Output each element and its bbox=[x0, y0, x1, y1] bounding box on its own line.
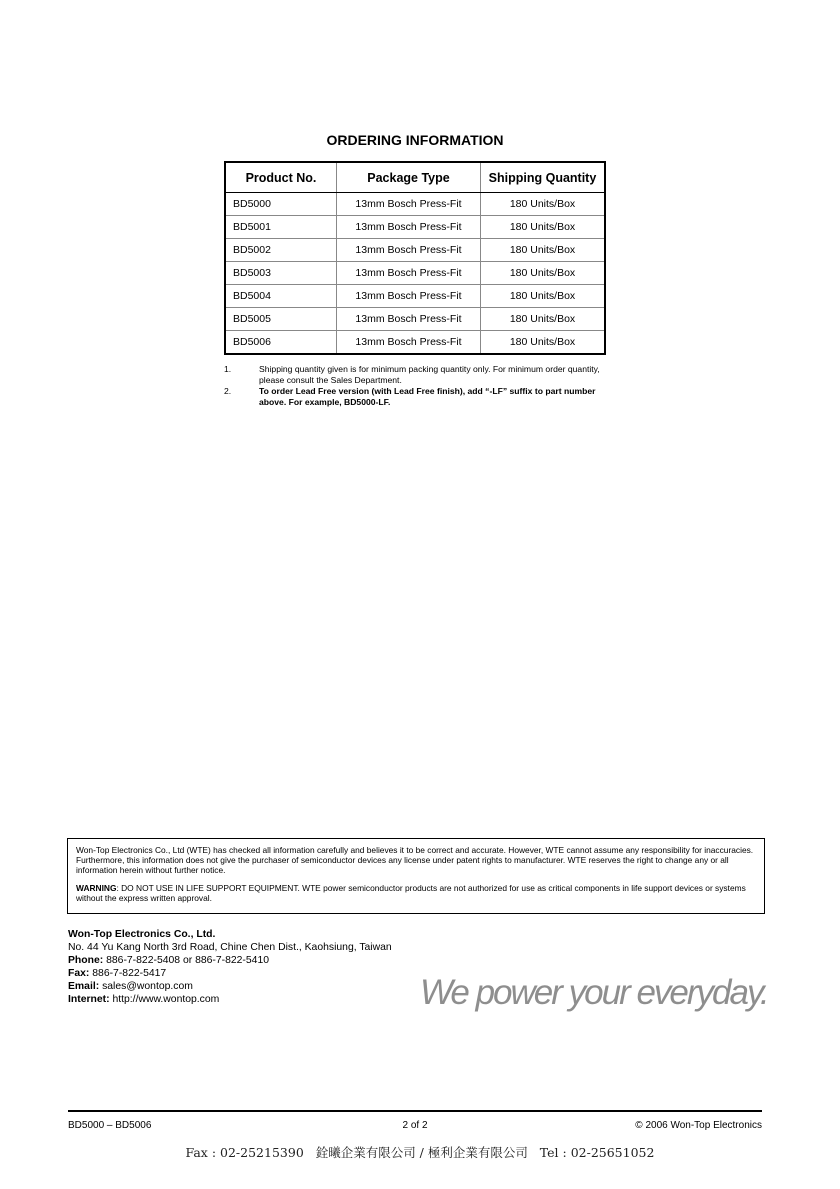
cell-product: BD5000 bbox=[225, 193, 337, 216]
cell-quantity: 180 Units/Box bbox=[481, 285, 606, 308]
cell-package: 13mm Bosch Press-Fit bbox=[337, 216, 481, 239]
cell-package: 13mm Bosch Press-Fit bbox=[337, 285, 481, 308]
cell-quantity: 180 Units/Box bbox=[481, 308, 606, 331]
internet-label: Internet: bbox=[68, 994, 110, 1005]
ordering-table bbox=[224, 161, 606, 355]
note-2 bbox=[224, 386, 614, 408]
table-row bbox=[225, 193, 605, 216]
table-row bbox=[225, 285, 605, 308]
table-row bbox=[225, 331, 605, 355]
cell-quantity: 180 Units/Box bbox=[509, 336, 576, 348]
company-name: Won-Top Electronics Co., Ltd. bbox=[68, 929, 216, 940]
note-number: 1. bbox=[224, 364, 232, 374]
email-value[interactable]: sales@wontop.com bbox=[99, 981, 193, 992]
cell-quantity: 180 Units/Box bbox=[481, 239, 606, 262]
cell-product: BD5004 bbox=[225, 285, 337, 308]
note-text: Shipping quantity given is for minimum packing quantity only. For minimum order quantity, please consult the Sales Department. bbox=[259, 364, 600, 385]
column-header-quantity: Shipping Quantity bbox=[481, 162, 606, 193]
warning-body: : DO NOT USE IN LIFE SUPPORT EQUIPMENT. WTE power semiconductor products are not authorized for use as critical components in life support devices or systems without the express written approval. bbox=[76, 883, 746, 903]
column-header-package: Package Type bbox=[337, 162, 481, 193]
cell-package: 13mm Bosch Press-Fit bbox=[337, 262, 481, 285]
cell-product: BD5005 bbox=[225, 308, 337, 331]
disclaimer-box bbox=[67, 838, 765, 914]
warning-label: WARNING bbox=[76, 883, 117, 893]
cell-product: BD5003 bbox=[225, 262, 337, 285]
cell-product: BD5002 bbox=[225, 239, 337, 262]
cell-product: BD5001 bbox=[225, 216, 337, 239]
table-header-row bbox=[225, 162, 605, 193]
table-row bbox=[225, 308, 605, 331]
footer-page-number: 2 of 2 bbox=[402, 1120, 428, 1131]
table-row bbox=[225, 262, 605, 285]
internet-value[interactable]: http://www.wontop.com bbox=[109, 994, 220, 1005]
slogan-logo: We power your everyday. bbox=[420, 973, 768, 1012]
phone-value: 886-7-822-5408 or 886-7-822-5410 bbox=[103, 955, 270, 966]
fax-label: Fax: bbox=[68, 968, 90, 979]
footer-divider bbox=[68, 1110, 762, 1112]
cell-package: 13mm Bosch Press-Fit bbox=[337, 193, 481, 216]
cell-quantity: 180 Units/Box bbox=[481, 193, 606, 216]
email-label: Email: bbox=[68, 981, 100, 992]
cell-package: 13mm Bosch Press-Fit bbox=[337, 331, 481, 355]
company-address: No. 44 Yu Kang North 3rd Road, Chine Chen Dist., Kaohsiung, Taiwan bbox=[68, 942, 392, 953]
warning-text bbox=[76, 883, 756, 903]
cell-quantity: 180 Units/Box bbox=[481, 216, 606, 239]
note-text: To order Lead Free version (with Lead Free finish), add “-LF” suffix to part number above. For example, BD5000-LF. bbox=[259, 386, 596, 407]
table-row bbox=[225, 216, 605, 239]
footer-copyright: © 2006 Won-Top Electronics bbox=[635, 1120, 762, 1131]
cell-quantity: 180 Units/Box bbox=[481, 262, 606, 285]
company-info bbox=[68, 928, 392, 1006]
note-number: 2. bbox=[224, 386, 232, 396]
note-1 bbox=[224, 364, 614, 386]
fax-header-line: Fax : 02-25215390 銓曦企業有限公司 / 極利企業有限公司 Tel : 02-25651052 bbox=[185, 1145, 655, 1160]
fax-value: 886-7-822-5417 bbox=[89, 968, 167, 979]
cell-package: 13mm Bosch Press-Fit bbox=[337, 308, 481, 331]
footer-part-range: BD5000 – BD5006 bbox=[68, 1120, 152, 1131]
disclaimer-text: Won-Top Electronics Co., Ltd (WTE) has checked all information carefully and believes it to be correct and accurate. However, WTE cannot assume any responsibility for inaccuracies. Furthermore, this information does not give the purchaser of semiconductor devices any license under patent rights to manufacturer. WTE reserves the right to change any or all information herein without further notice. bbox=[76, 845, 754, 875]
cell-product: BD5006 bbox=[225, 331, 337, 355]
phone-label: Phone: bbox=[68, 955, 104, 966]
section-title: ORDERING INFORMATION bbox=[326, 132, 504, 148]
column-header-product: Product No. bbox=[225, 162, 337, 193]
cell-package: 13mm Bosch Press-Fit bbox=[337, 239, 481, 262]
table-row bbox=[225, 239, 605, 262]
